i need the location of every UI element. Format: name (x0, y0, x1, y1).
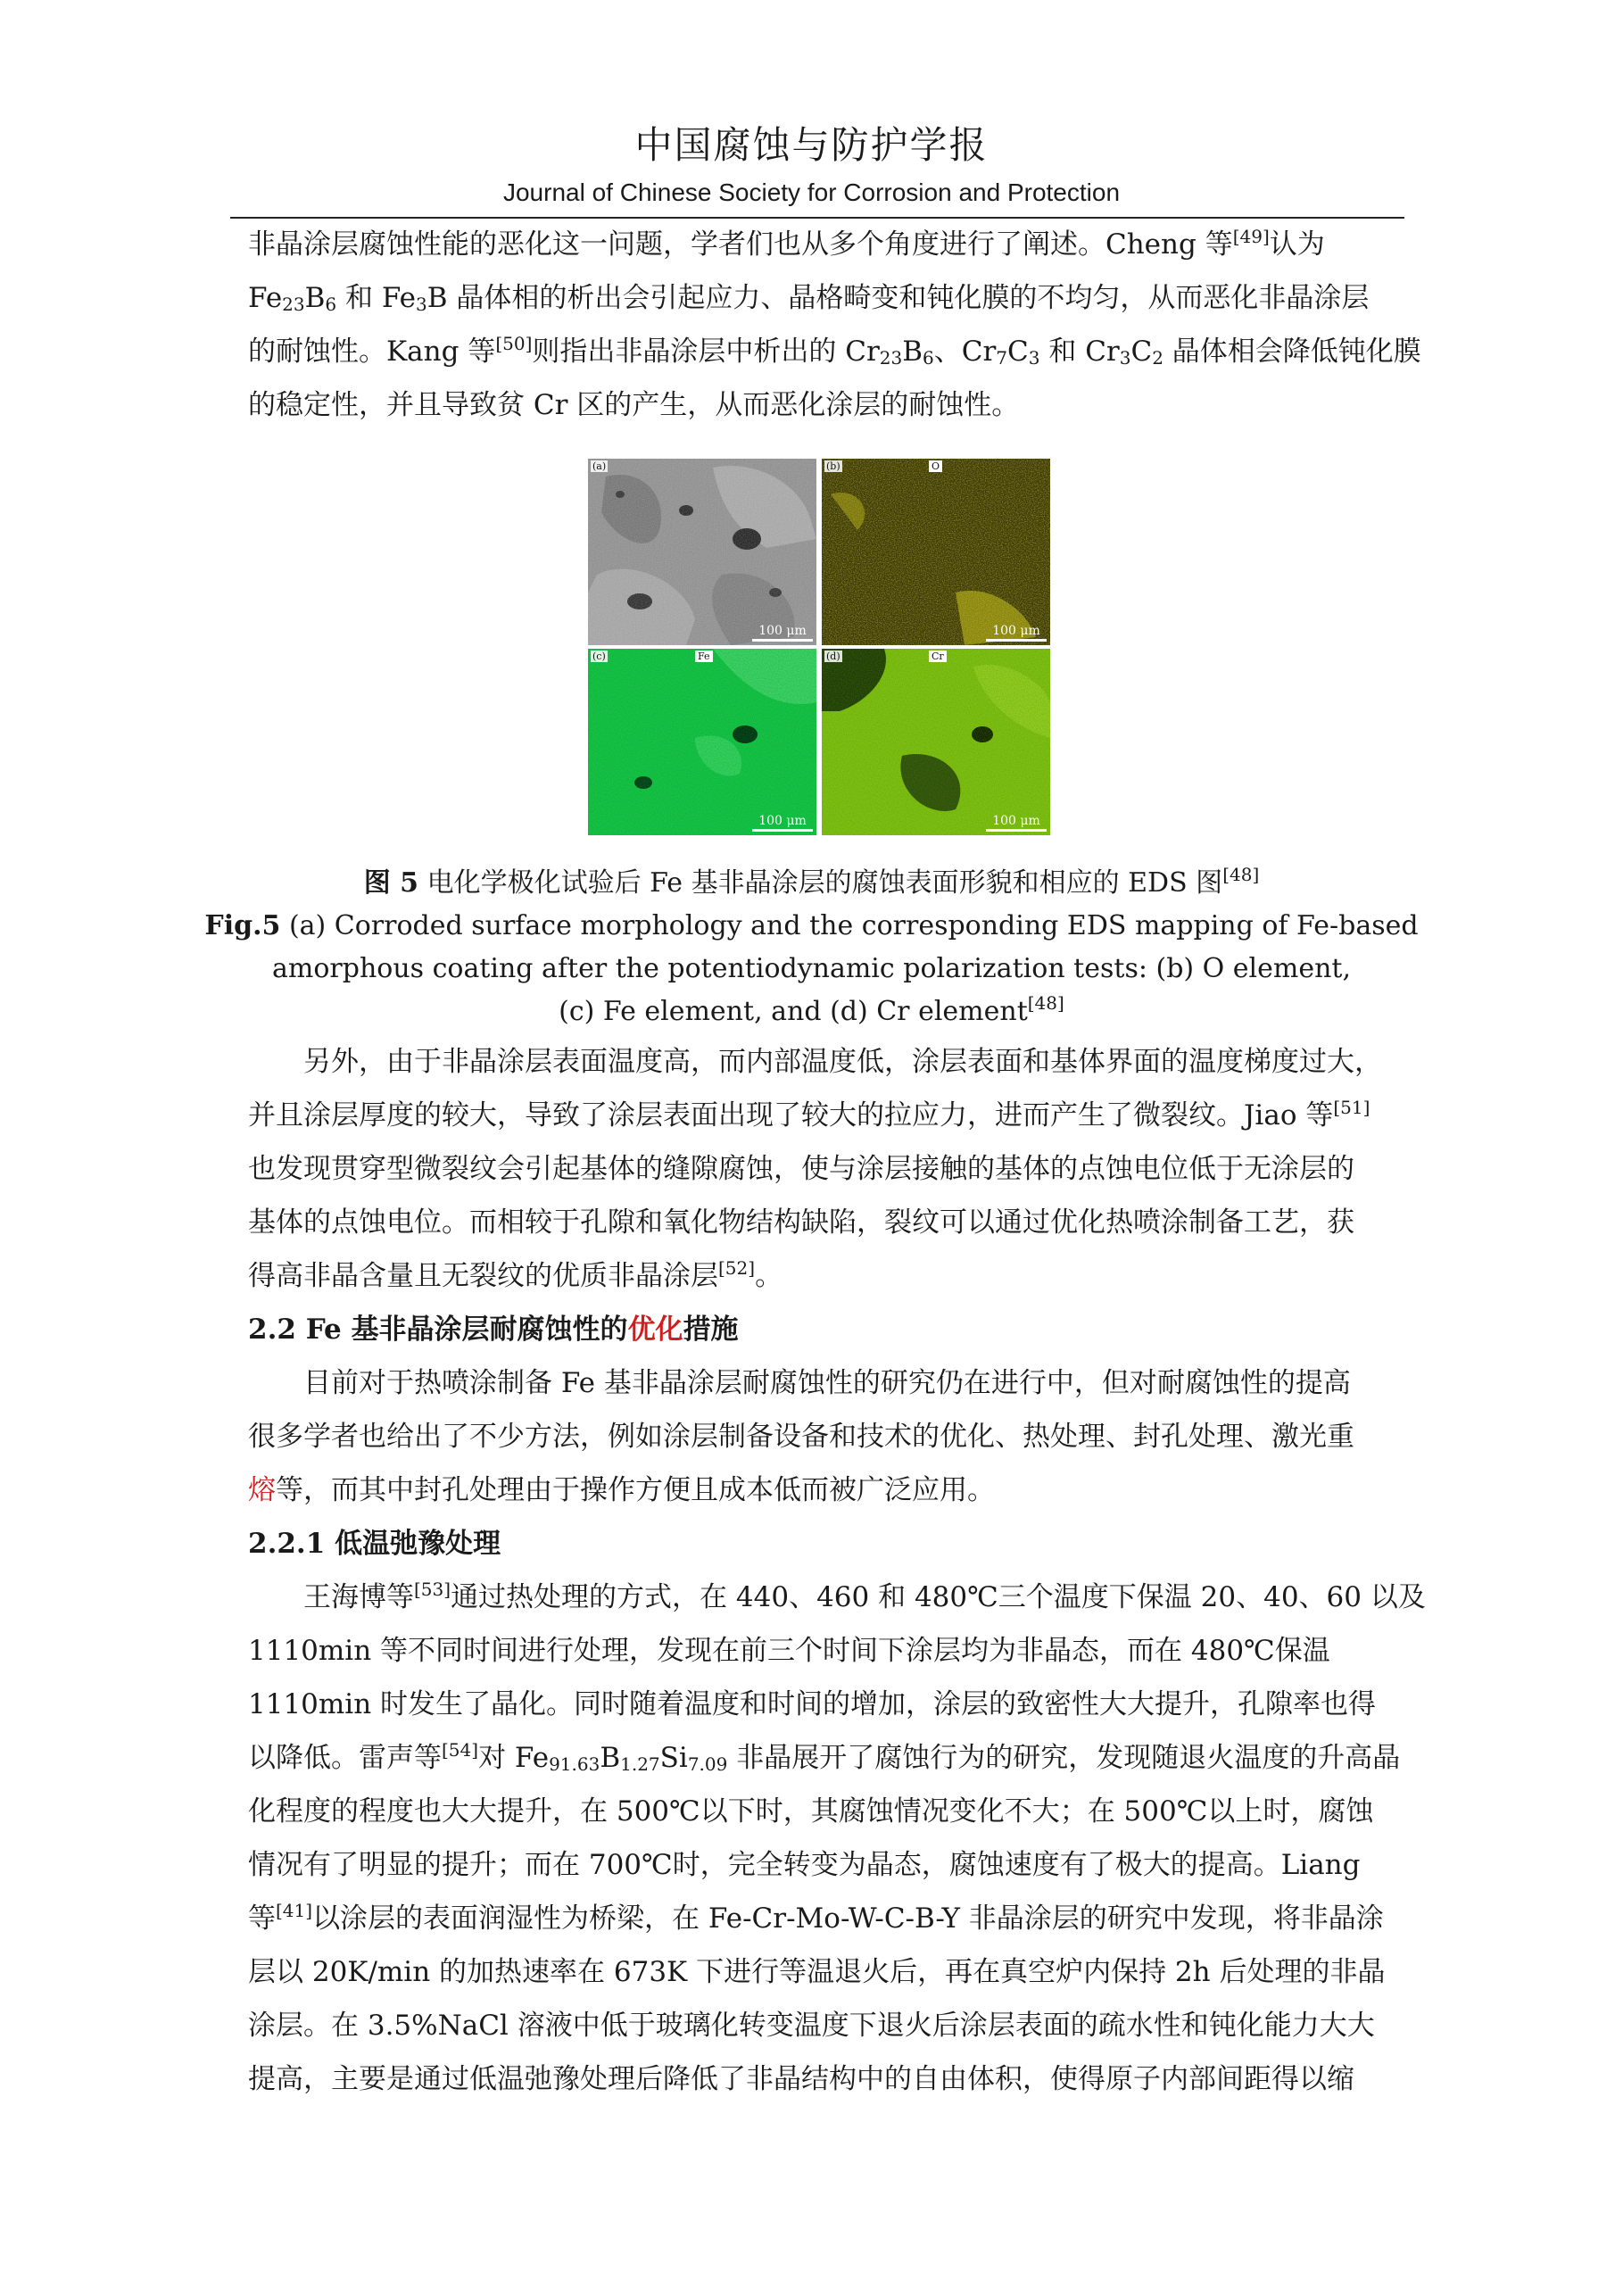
body-line: 的耐蚀性。Kang 等[50]则指出非晶涂层中析出的 $Cr_{23}B_6$、$Cr_7C_3$ 和 $Cr_3C_2$ 晶体相会降低钝化膜 (248, 333, 1421, 369)
figure-panel-b (822, 459, 1050, 645)
scale-bar: 100 μm (752, 814, 813, 832)
element-tag: O (929, 460, 942, 472)
body-line: 以降低。雷声等[54]对 $Fe_{91.63}B_{1.27}Si_{7.09}$ 非晶展开了腐蚀行为的研究，发现随退火温度的升高晶 (248, 1739, 1401, 1775)
body-line: 很多学者也给出了不少方法，例如涂层制备设备和技术的优化、热处理、封孔处理、激光重 (248, 1421, 1354, 1453)
body-line: 目前对于热喷涂制备 Fe 基非晶涂层耐腐蚀性的研究仍在进行中，但对耐腐蚀性的提高 (303, 1367, 1351, 1399)
header-divider (230, 217, 1404, 219)
scale-bar: 100 μm (752, 624, 813, 642)
figure-caption-en: (c) Fe element, and (d) Cr element[48] (559, 992, 1064, 1027)
panel-label: (b) (826, 460, 840, 472)
figure-caption-en: amorphous coating after the potentiodynamic polarization tests: (b) O element, (272, 953, 1351, 984)
body-line: 基体的点蚀电位。而相较于孔隙和氧化物结构缺陷，裂纹可以通过优化热喷涂制备工艺，获 (248, 1206, 1354, 1239)
subsection-heading: 2.2.1 低温弛豫处理 (248, 1528, 501, 1560)
figure-5 (588, 459, 1050, 835)
sem-image (588, 459, 816, 645)
body-line: 情况有了明显的提升；而在 700℃时，完全转变为晶态，腐蚀速度有了极大的提高。Liang (248, 1849, 1361, 1881)
panel-label: (c) (592, 651, 606, 662)
body-line: 1110min 时发生了晶化。同时随着温度和时间的增加，涂层的致密性大大提升，孔隙率也得 (248, 1688, 1377, 1720)
eds-map-oxygen (822, 459, 1050, 645)
body-line: $Fe_{23}B_6$ 和 $Fe_3B$ 晶体相的析出会引起应力、晶格畸变和钝化膜的不均匀，从而恶化非晶涂层 (248, 282, 1370, 315)
body-line: 也发现贯穿型微裂纹会引起基体的缝隙腐蚀，使与涂层接触的基体的点蚀电位低于无涂层的 (248, 1153, 1354, 1185)
body-line: 非晶涂层腐蚀性能的恶化这一问题，学者们也从多个角度进行了阐述。Cheng 等[49]认为 (248, 226, 1325, 261)
body-line: 另外，由于非晶涂层表面温度高，而内部温度低，涂层表面和基体界面的温度梯度过大， (303, 1046, 1382, 1078)
element-tag: Fe (695, 651, 713, 662)
figure-panel-a (588, 459, 816, 645)
body-line: 王海博等[53]通过热处理的方式，在 440、460 和 480℃三个温度下保温 20、40、60 以及 (303, 1579, 1426, 1613)
scale-bar: 100 μm (986, 814, 1047, 832)
body-line: 提高，主要是通过低温弛豫处理后降低了非晶结构中的自由体积，使得原子内部间距得以缩 (248, 2063, 1354, 2095)
body-line: 化程度的程度也大大提升，在 500℃以下时，其腐蚀情况变化不大；在 500℃以上时，腐蚀 (248, 1795, 1374, 1828)
panel-label: (d) (826, 651, 840, 662)
figure-panel-d (822, 649, 1050, 835)
eds-map-chromium (822, 649, 1050, 835)
body-line: 等[41]以涂层的表面润湿性为桥梁，在 Fe-Cr-Mo-W-C-B-Y 非晶涂层的研究中发现，将非晶涂 (248, 1900, 1384, 1935)
figure-panel-c (588, 649, 816, 835)
scale-bar: 100 μm (986, 624, 1047, 642)
element-tag: Cr (929, 651, 947, 662)
journal-title-cn: 中国腐蚀与防护学报 (634, 123, 989, 167)
body-line: 1110min 等不同时间进行处理，发现在前三个时间下涂层均为非晶态，而在 480℃保温 (248, 1635, 1330, 1667)
body-line: 并且涂层厚度的较大，导致了涂层表面出现了较大的拉应力，进而产生了微裂纹。Jiao 等[51] (248, 1097, 1370, 1131)
body-line: 层以 20K/min 的加热速率在 673K 下进行等温退火后，再在真空炉内保持 2h 后处理的非晶 (248, 1956, 1386, 1988)
body-line: 得高非晶含量且无裂纹的优质非晶涂层[52]。 (248, 1257, 783, 1292)
panel-label: (a) (592, 460, 607, 472)
body-line: 涂层。在 3.5%NaCl 溶液中低于玻璃化转变温度下退火后涂层表面的疏水性和钝化能力大大 (248, 2010, 1375, 2042)
eds-map-iron (588, 649, 816, 835)
body-line: 熔等，而其中封孔处理由于操作方便且成本低而被广泛应用。 (248, 1474, 995, 1506)
body-line: 的稳定性，并且导致贫 Cr 区的产生，从而恶化涂层的耐蚀性。 (248, 389, 1020, 421)
section-heading: 2.2 Fe 基非晶涂层耐腐蚀性的优化措施 (248, 1314, 739, 1346)
figure-caption-cn: 图 5 电化学极化试验后 Fe 基非晶涂层的腐蚀表面形貌和相应的 EDS 图[48] (363, 864, 1260, 899)
figure-caption-en: Fig.5 (a) Corroded surface morphology and the corresponding EDS mapping of Fe-based (204, 910, 1419, 941)
journal-title-en: Journal of Chinese Society for Corrosion and Protection (502, 178, 1121, 206)
